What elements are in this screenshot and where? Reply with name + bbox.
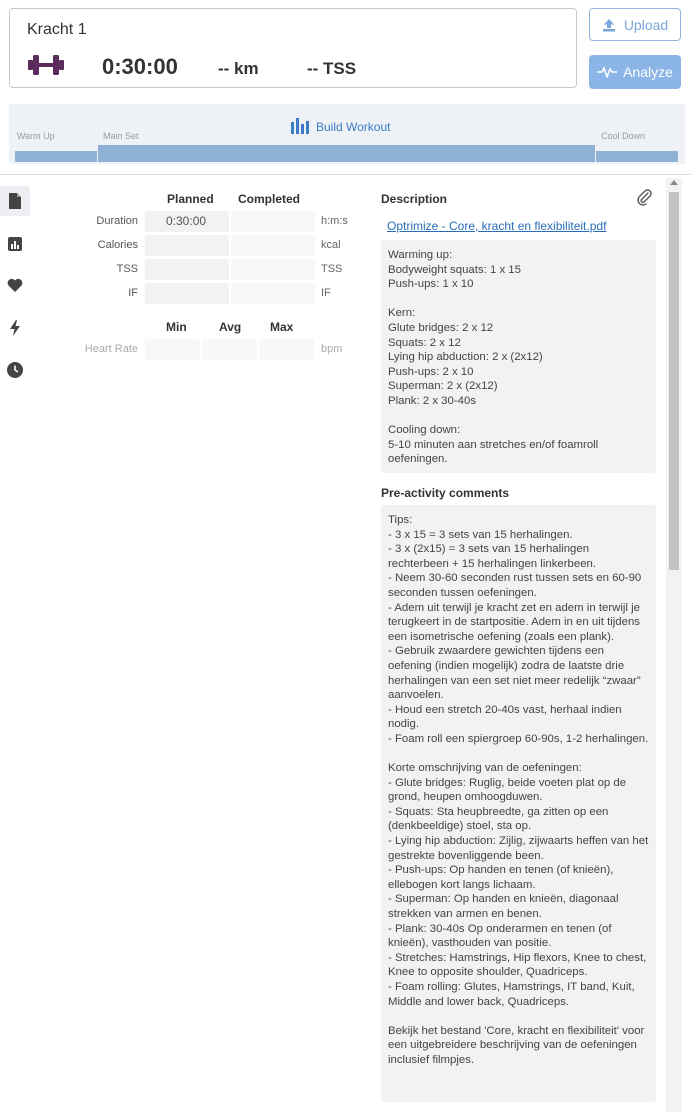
preactivity-title: Pre-activity comments: [381, 486, 510, 500]
description-title: Description: [381, 192, 448, 206]
duration-value: 0:30:00: [102, 54, 178, 79]
workout-summary-card: [9, 8, 577, 88]
analyze-label: Analyze: [623, 64, 673, 80]
document-icon: [8, 193, 22, 209]
bar-chart-icon: [8, 237, 22, 251]
avg-header: Avg: [219, 320, 242, 334]
tss-label: TSS: [116, 263, 138, 275]
workout-title[interactable]: Kracht 1: [27, 21, 87, 38]
dumbbell-icon: [26, 53, 66, 77]
rail-chart-tab[interactable]: [0, 229, 30, 259]
tss-planned-input[interactable]: [145, 259, 229, 280]
warmup-segment[interactable]: [15, 151, 97, 162]
completed-header: Completed: [238, 192, 301, 206]
pulse-icon: [597, 66, 617, 78]
duration-completed-input[interactable]: [231, 211, 315, 232]
if-unit: IF: [321, 287, 331, 299]
rail-heart-tab[interactable]: [0, 270, 30, 300]
hr-min-input[interactable]: [145, 339, 200, 360]
min-header: Min: [166, 320, 187, 334]
preactivity-text[interactable]: Tips: - 3 x 15 = 3 sets van 15 herhalingen. - 3 x (2x15) = 3 sets van 15 herhalingen rechterbeen + 15 herhalingen linkerbeen. - Neem 30-60 seconden rust tussen sets en 60-90 seconden tussen oefeningen. - Adem uit terwijl je kracht zet en adem in terwijl je terugkeert in de startpositie. Adem in en uit tijdens een isometrische oefening (zoals een plank). - Gebruik zwaardere gewichten tijdens een oefening (indien mogelijk) zodra de laatste drie herhalingen van een set niet meer redelijk “zwaar” aanvoelen. - Houd een stretch 20-40s vast, herhaal indien nodig. - Foam roll een spiergroep 60-90s, 1-2 herhalingen. Korte omschrijving van de oefeningen: - Glute bridges: Ruglig, beide voeten plat op de grond, heupen omhoogduwen. - Squats: Sta heupbreedte, ga zitten op een (denkbeeldige) stoel, sta op. - Lying hip abduction: Zijlig, zijwaarts heffen van het gestrekte bovenliggende been. - Push-ups: Op handen en tenen (of knieën), ellebogen kort langs lichaam. - Superman: Op handen en knieën, diagonaal strekken van armen en benen. - Plank: 30-40s Op onderarmen en tenen (of knieën), vasthouden van positie. - Stretches: Hamstrings, Hip flexors, Knee to chest, Knee to opposite shoulder, Quadriceps. - Foam rolling: Glutes, Hamstrings, IT band, Kuit, Middle and lower back, Quadriceps. Bekijk het bestand 'Core, kracht en flexibiliteit' voor een uitgebreidere beschrijving van de oefeningen inclusief filmpjes.: [381, 505, 656, 1102]
paperclip-icon[interactable]: [636, 188, 652, 206]
build-workout-button[interactable]: [291, 118, 390, 134]
max-header: Max: [270, 320, 294, 334]
mainset-segment[interactable]: [98, 145, 595, 162]
if-planned-input[interactable]: [145, 283, 229, 304]
cooldown-segment[interactable]: [596, 151, 678, 162]
description-text[interactable]: Warming up: Bodyweight squats: 1 x 15 Push-ups: 1 x 10 Kern: Glute bridges: 2 x 12 Squats: 2 x 12 Lying hip abduction: 2 x (2x12) Push-ups: 2 x 10 Superman: 2 x (2x12) Plank: 2 x 30-40s Cooling down: 5-10 minuten aan stretches en/of foamroll oefeningen.: [381, 240, 656, 473]
scroll-up-icon[interactable]: [670, 180, 678, 185]
bar-chart-icon: [291, 118, 310, 134]
attachment-link[interactable]: Optrimize - Core, kracht en flexibiliteit.pdf: [387, 219, 607, 233]
workout-structure-bar[interactable]: [9, 104, 685, 164]
rail-clock-tab[interactable]: [0, 355, 30, 385]
mainset-label: Main Set: [103, 131, 139, 141]
if-completed-input[interactable]: [231, 283, 315, 304]
tss-unit: TSS: [321, 263, 343, 275]
calories-planned-input[interactable]: [145, 235, 229, 256]
hr-max-input[interactable]: [259, 339, 314, 360]
upload-button[interactable]: [589, 8, 681, 41]
if-label: IF: [128, 287, 138, 299]
upload-icon: [602, 18, 616, 32]
heart-rate-label: Heart Rate: [84, 343, 138, 355]
cooldown-label: Cool Down: [601, 131, 646, 141]
analyze-button[interactable]: [589, 55, 681, 89]
rail-document-tab[interactable]: [0, 186, 30, 216]
duration-planned-input[interactable]: 0:30:00: [145, 211, 229, 232]
clock-icon: [7, 362, 23, 378]
tss-value: -- TSS: [307, 59, 357, 78]
lightning-icon: [10, 320, 20, 336]
tss-completed-input[interactable]: [231, 259, 315, 280]
build-workout-label: Build Workout: [316, 120, 391, 134]
hr-avg-input[interactable]: [202, 339, 257, 360]
warmup-label: Warm Up: [17, 131, 55, 141]
duration-label: Duration: [96, 215, 138, 227]
distance-value: -- km: [218, 59, 259, 78]
calories-completed-input[interactable]: [231, 235, 315, 256]
heart-icon: [7, 278, 23, 292]
duration-unit: h:m:s: [321, 215, 348, 227]
calories-unit: kcal: [321, 239, 341, 251]
rail-power-tab[interactable]: [0, 313, 30, 343]
upload-label: Upload: [623, 16, 669, 33]
scrollbar-thumb[interactable]: [669, 192, 679, 570]
section-divider: [0, 174, 691, 175]
calories-label: Calories: [97, 239, 138, 251]
heart-rate-unit: bpm: [321, 343, 343, 355]
planned-header: Planned: [167, 192, 214, 206]
